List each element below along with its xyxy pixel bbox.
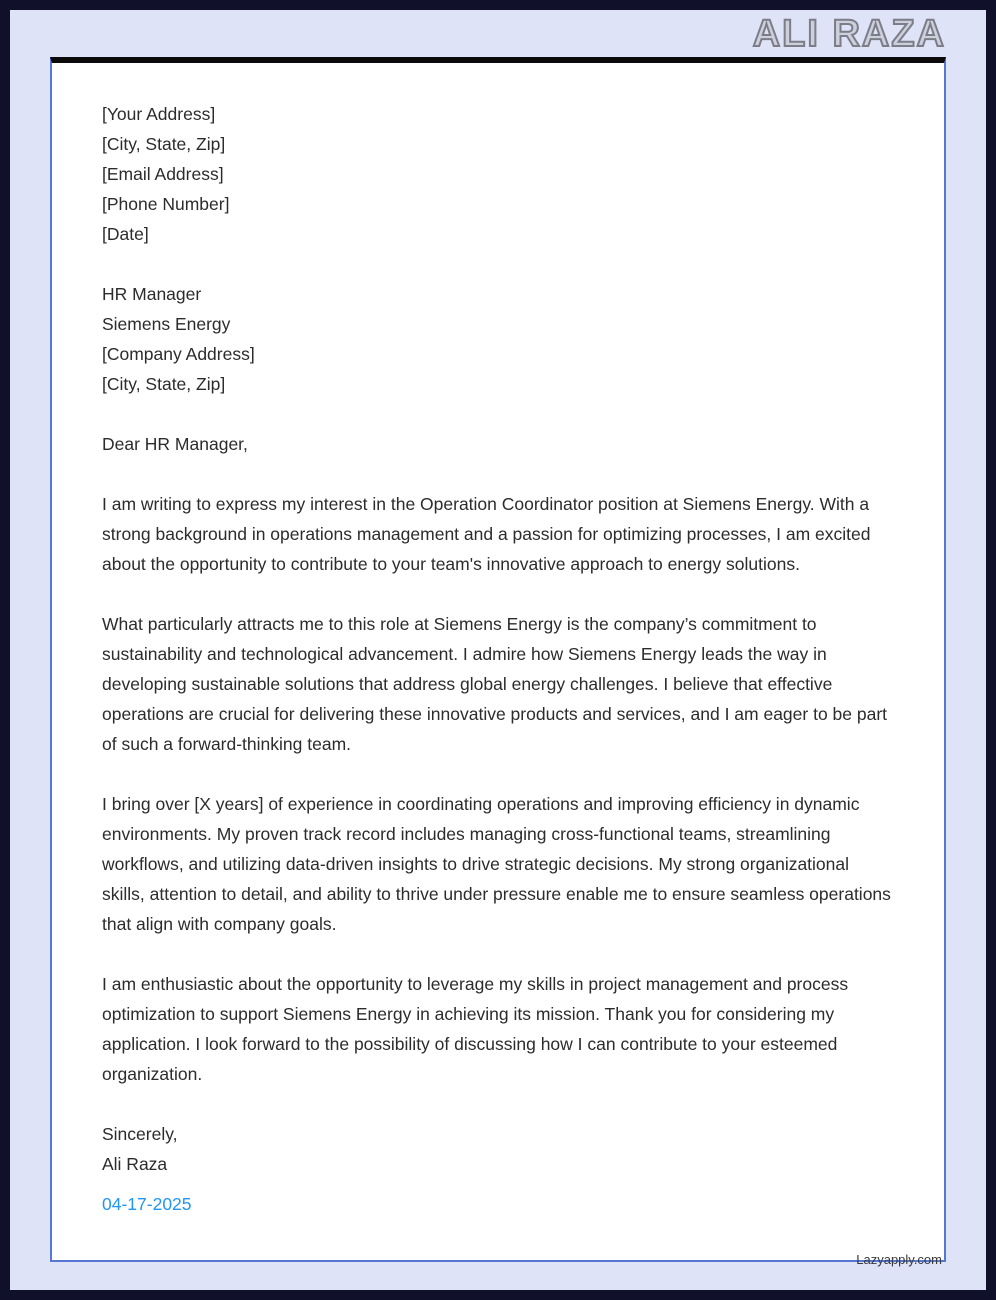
- watermark-text: Lazyapply.com: [856, 1252, 942, 1267]
- signature-name: Ali Raza: [102, 1154, 168, 1174]
- recipient-company-line: Siemens Energy: [102, 314, 231, 334]
- letter-page: [50, 57, 946, 1262]
- header-name: ALI RAZA: [752, 13, 946, 55]
- salutation: Dear HR Manager,: [102, 434, 248, 454]
- closing-block: [102, 1119, 892, 1179]
- closing-phrase: Sincerely,: [102, 1124, 178, 1144]
- paragraph-motivation: What particularly attracts me to this role at Siemens Energy is the company’s commitment to sustainability and technological advancement. I admire how Siemens Energy leads the way in developing sustainable solutions that address global energy challenges. I believe that effective operations are crucial for delivering these innovative products and services, and I am eager to be part of such a forward-thinking team.: [102, 614, 888, 754]
- paragraph-intro: I am writing to express my interest in the Operation Coordinator position at Siemens Energy. With a strong background in operations management and a passion for optimizing processes, I am excited about the opportunity to contribute to your team's innovative approach to energy solutions.: [102, 494, 871, 574]
- recipient-city-line: [City, State, Zip]: [102, 374, 226, 394]
- sender-email-line: [Email Address]: [102, 164, 224, 184]
- sender-address-line: [Your Address]: [102, 104, 216, 124]
- recipient-block: [102, 279, 892, 399]
- sender-phone-line: [Phone Number]: [102, 194, 230, 214]
- sender-city-line: [City, State, Zip]: [102, 134, 226, 154]
- sender-date-line: [Date]: [102, 224, 149, 244]
- recipient-title-line: HR Manager: [102, 284, 202, 304]
- sent-date-link[interactable]: 04-17-2025: [102, 1194, 192, 1214]
- recipient-address-line: [Company Address]: [102, 344, 255, 364]
- page-margin-area: [10, 10, 986, 1290]
- paragraph-conclusion: I am enthusiastic about the opportunity to leverage my skills in project management and process optimization to support Siemens Energy in achieving its mission. Thank you for considering my application. I look forward to the possibility of discussing how I can contribute to your esteemed organization.: [102, 974, 849, 1084]
- sender-block: [102, 99, 892, 249]
- paragraph-experience: I bring over [X years] of experience in coordinating operations and improving efficiency in dynamic environments. My proven track record includes managing cross-functional teams, streamlining workflows, and utilizing data-driven insights to drive strategic decisions. My strong organizational skills, attention to detail, and ability to thrive under pressure enable me to ensure seamless operations that align with company goals.: [102, 794, 891, 934]
